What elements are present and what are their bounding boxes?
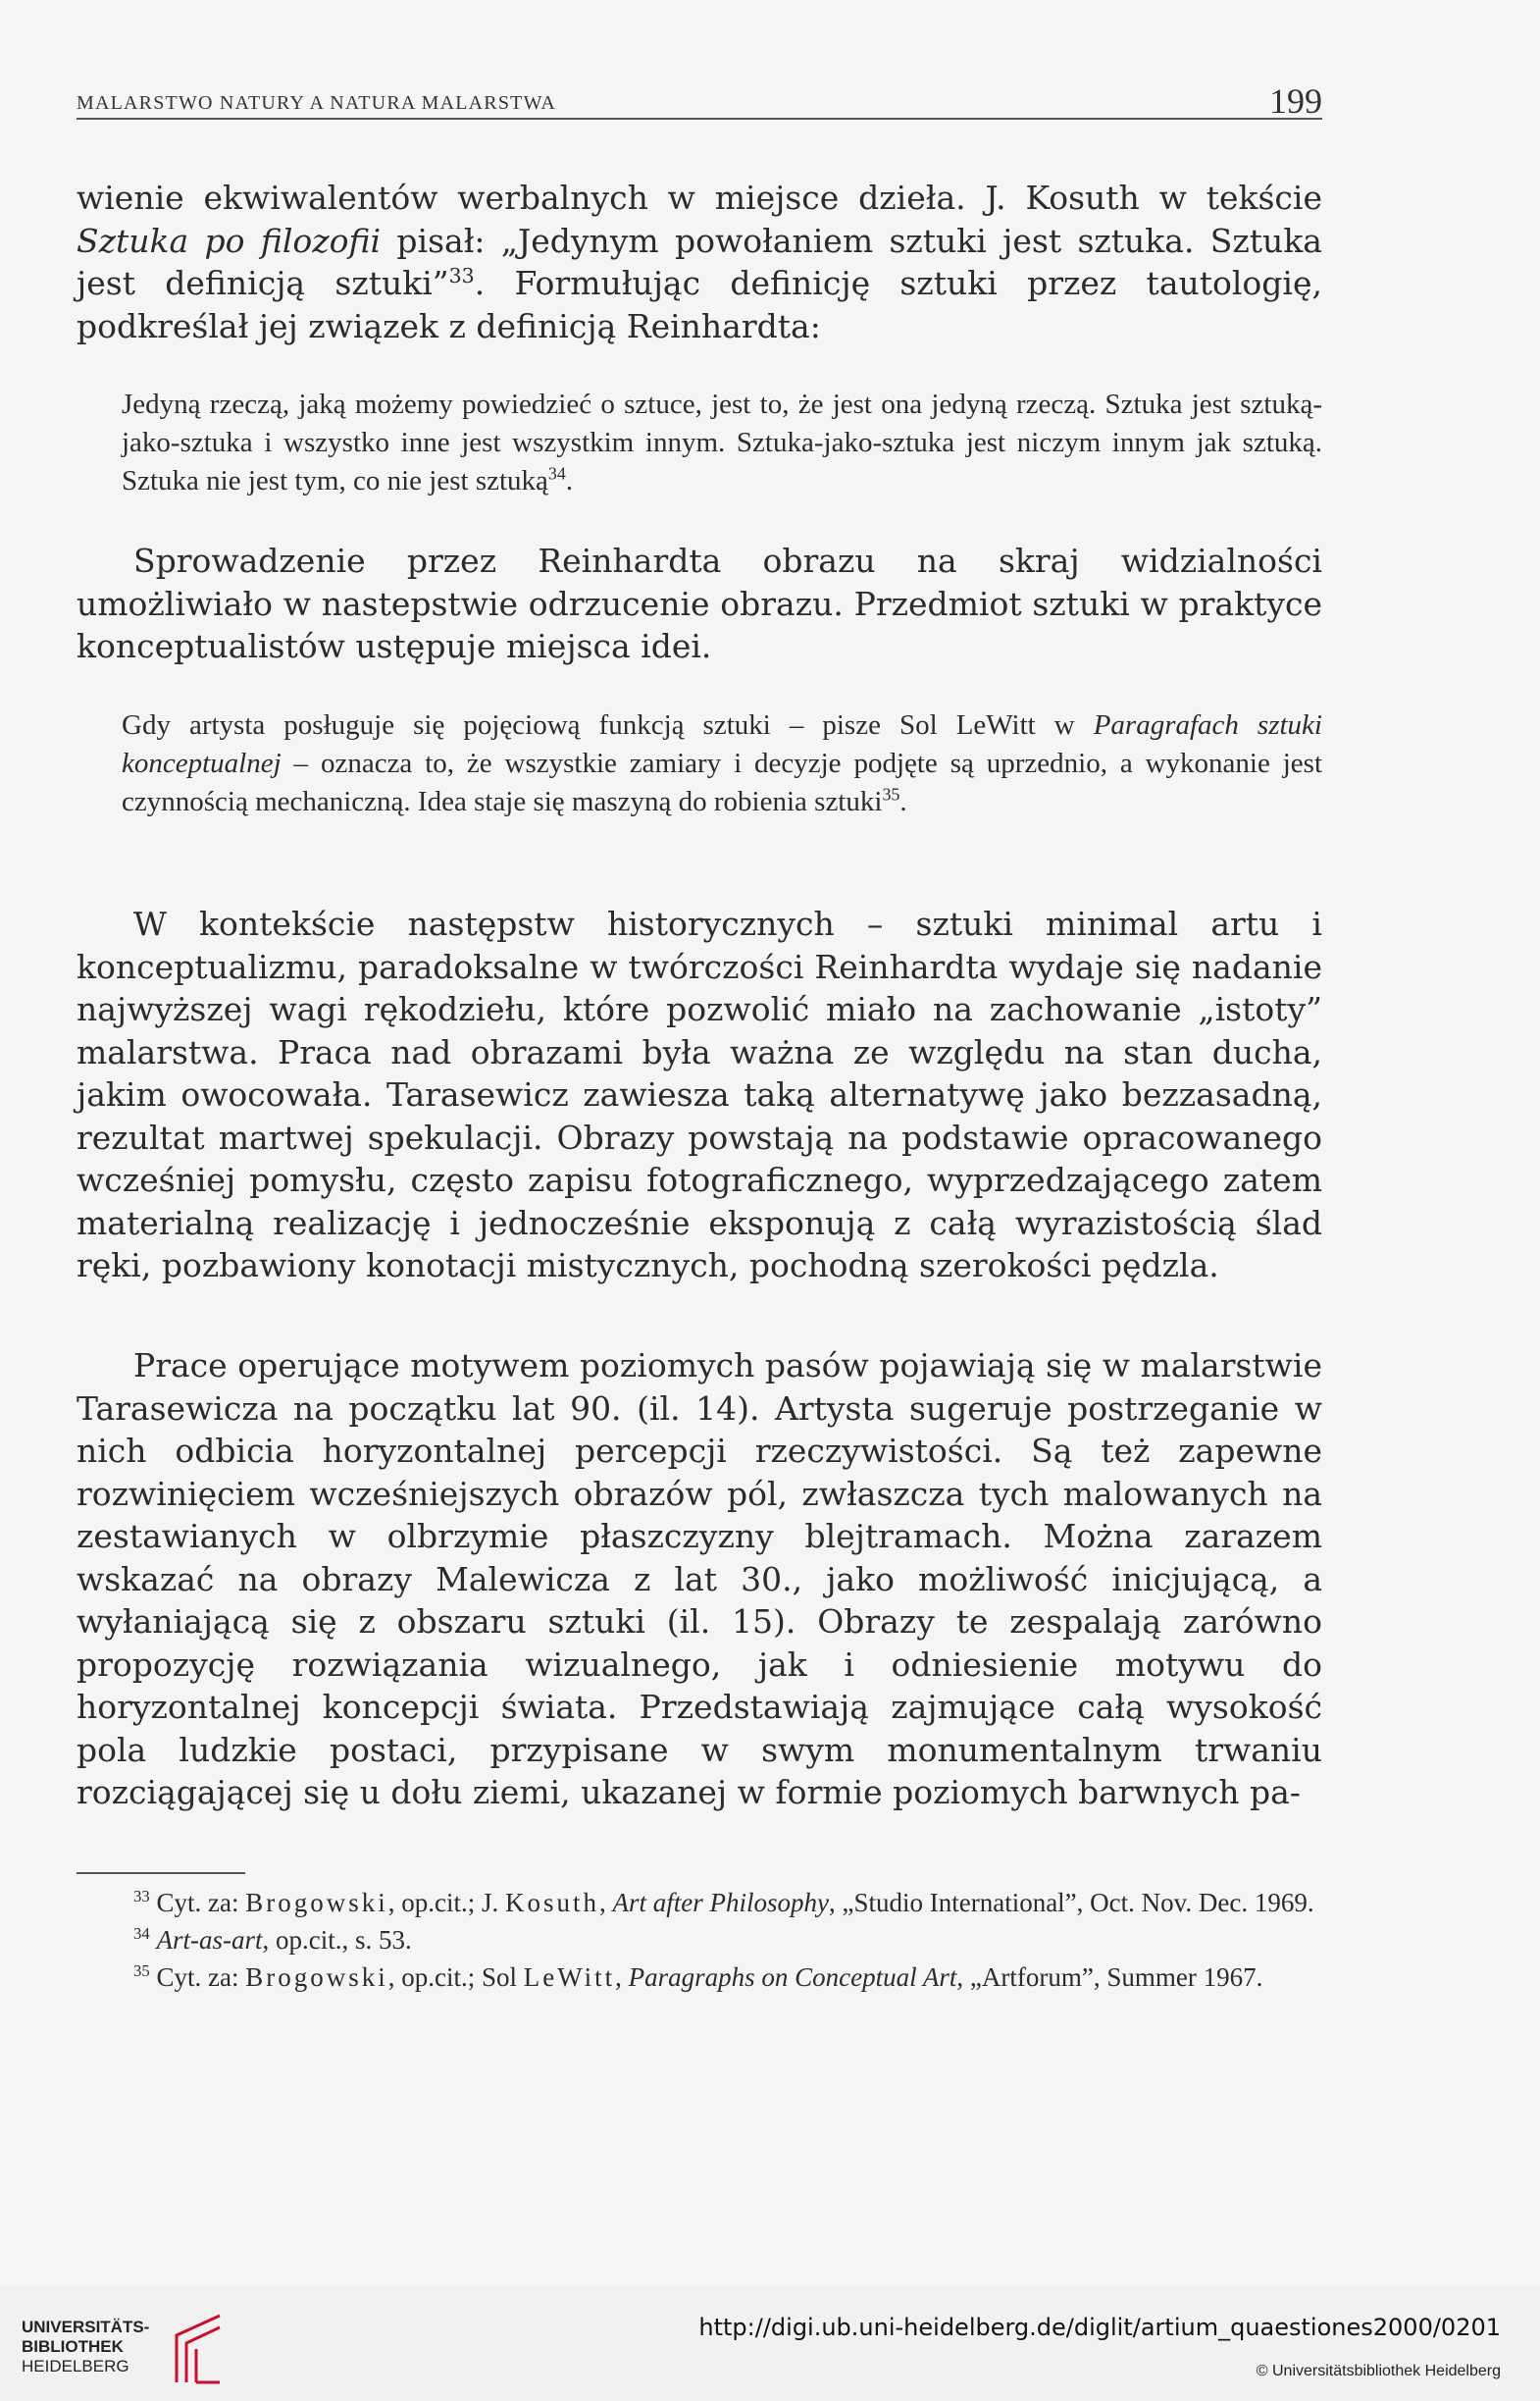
footnote-35: $^{35}$ Cyt. za: Brogowski, op.cit.; Sol LeWitt, Paragraphs on Conceptual Art, „Artforum”, Summer 1967. (133, 1961, 1263, 1992)
footnote-ref-35: 35 (882, 784, 900, 805)
paragraph-1: wienie ekwiwalentów werbalnych w miejsce dzieła. J. Kosuth w tekście Sztuka po filozofii pisał: „Jedynym powołaniem sztuki jest sztuka. Sztuka jest definicją sztuki”$^{33}$. Formułując definicję sztuki przez tautologię, podkreślał jej związek z definicją Reinhardta: (77, 179, 1322, 345)
library-logo-icon (169, 2314, 228, 2384)
paragraph-3: W kontekście następstw historycznych – sztuki minimal artu i konceptualizmu, paradoksalne w twórczości Reinhardta wydaje się nadanie najwyższej wagi rękodziełu, które pozwolić miało na zachowanie „istoty” malarstwa. Praca nad obrazami była ważna ze względu na stan ducha, jakim owocowała. Tarasewicz zawiesza taką alternatywę jako bezzasadną, rezultat martwej spekulacji. Obrazy powstają na podstawie opracowanego wcześniej pomysłu, często zapisu fotograficznego, wyprzedzającego zatem materialną realizację i jednocześnie eksponują z całą wyrazistością ślad ręki, pozbawiony konotacji mistycznych, pochodną szerokości pędzla. (77, 905, 1322, 1284)
paragraph-4: Prace operujące motywem poziomych pasów pojawiają się w malarstwie Tarasewicza na początku lat 90. (il. 14). Artysta sugeruje postrzeganie w nich odbicia horyzontalnej percepcji rzeczywistości. Są też zapewne rozwinięciem wcześniejszych obrazów pól, zwłaszcza tych malowanych na zestawianych w olbrzymie płaszczyzny blejtramach. Można zarazem wskazać na obrazy Malewicza z lat 30., jako możliwość inicjującą, a wyłaniającą się z obszaru sztuki (il. 15). Obrazy te zespalają zarówno propozycję rozwiązania wizualnego, jak i odniesienie motywu do horyzontalnej koncepcji świata. Przedstawiają zajmujące całą wysokość pola ludzkie postaci, przypisane w swym monumentalnym trwaniu rozciągającej się u dołu ziemi, ukazanej w formie poziomych barwnych pa- (77, 1346, 1322, 1811)
copyright-notice: © Universitätsbibliothek Heidelberg (1256, 2363, 1501, 2379)
footnote-ref-33: 33 (448, 264, 475, 287)
page-number: 199 (1269, 81, 1322, 121)
running-title: MALARSTWO NATURY A NATURA MALARSTWA (77, 92, 557, 114)
digitization-footer (0, 2286, 1540, 2401)
library-logo[interactable]: UNIVERSITÄTS- BIBLIOTHEK HEIDELBERG (22, 2314, 247, 2384)
footnote-ref-34: 34 (547, 463, 566, 484)
italic-title: Sztuka po filozofii (77, 221, 382, 260)
footnote-33: $^{33}$ Cyt. za: Brogowski, op.cit.; J. Kosuth, Art after Philosophy, „Studio International”, Oct. Nov. Dec. 1969. (133, 1887, 1314, 1917)
footnote-divider (77, 1872, 245, 1874)
block-quote-2: Gdy artysta posługuje się pojęciową funkcją sztuki – pisze Sol LeWitt w Paragrafach sztuki konceptualnej – oznacza to, że wszystkie zamiary i decyzje podjęte są uprzednio, a wykonanie jest czynnością mechaniczną. Idea staje się maszyną do robienia sztuki$^{35}$. (122, 709, 1322, 817)
block-quote-1: Jedyną rzeczą, jaką możemy powiedzieć o sztuce, jest to, że jest ona jedyną rzeczą. Sztuka jest sztuką-jako-sztuka i wszystko inne jest wszystkim innym. Sztuka-jako-sztuka jest niczym innym jak sztuką. Sztuka nie jest tym, co nie jest sztuką$^{34}$. (122, 389, 1322, 496)
paragraph-2: Sprowadzenie przez Reinhardta obrazu na skraj widzialności umożliwiało w nastepstwie odrzucenie obrazu. Przedmiot sztuki w praktyce konceptualistów ustępuje miejsca idei. (77, 542, 1322, 665)
running-header (77, 81, 1322, 121)
source-url-link[interactable]: http://digi.ub.uni-heidelberg.de/diglit/artium_quaestiones2000/0201 (698, 2314, 1501, 2341)
italic-title: Paragrafach sztuki konceptualnej (122, 709, 1322, 779)
footnotes (77, 1884, 1322, 1996)
footnote-34: $^{34}$ Art-as-art, op.cit., s. 53. (133, 1924, 412, 1955)
